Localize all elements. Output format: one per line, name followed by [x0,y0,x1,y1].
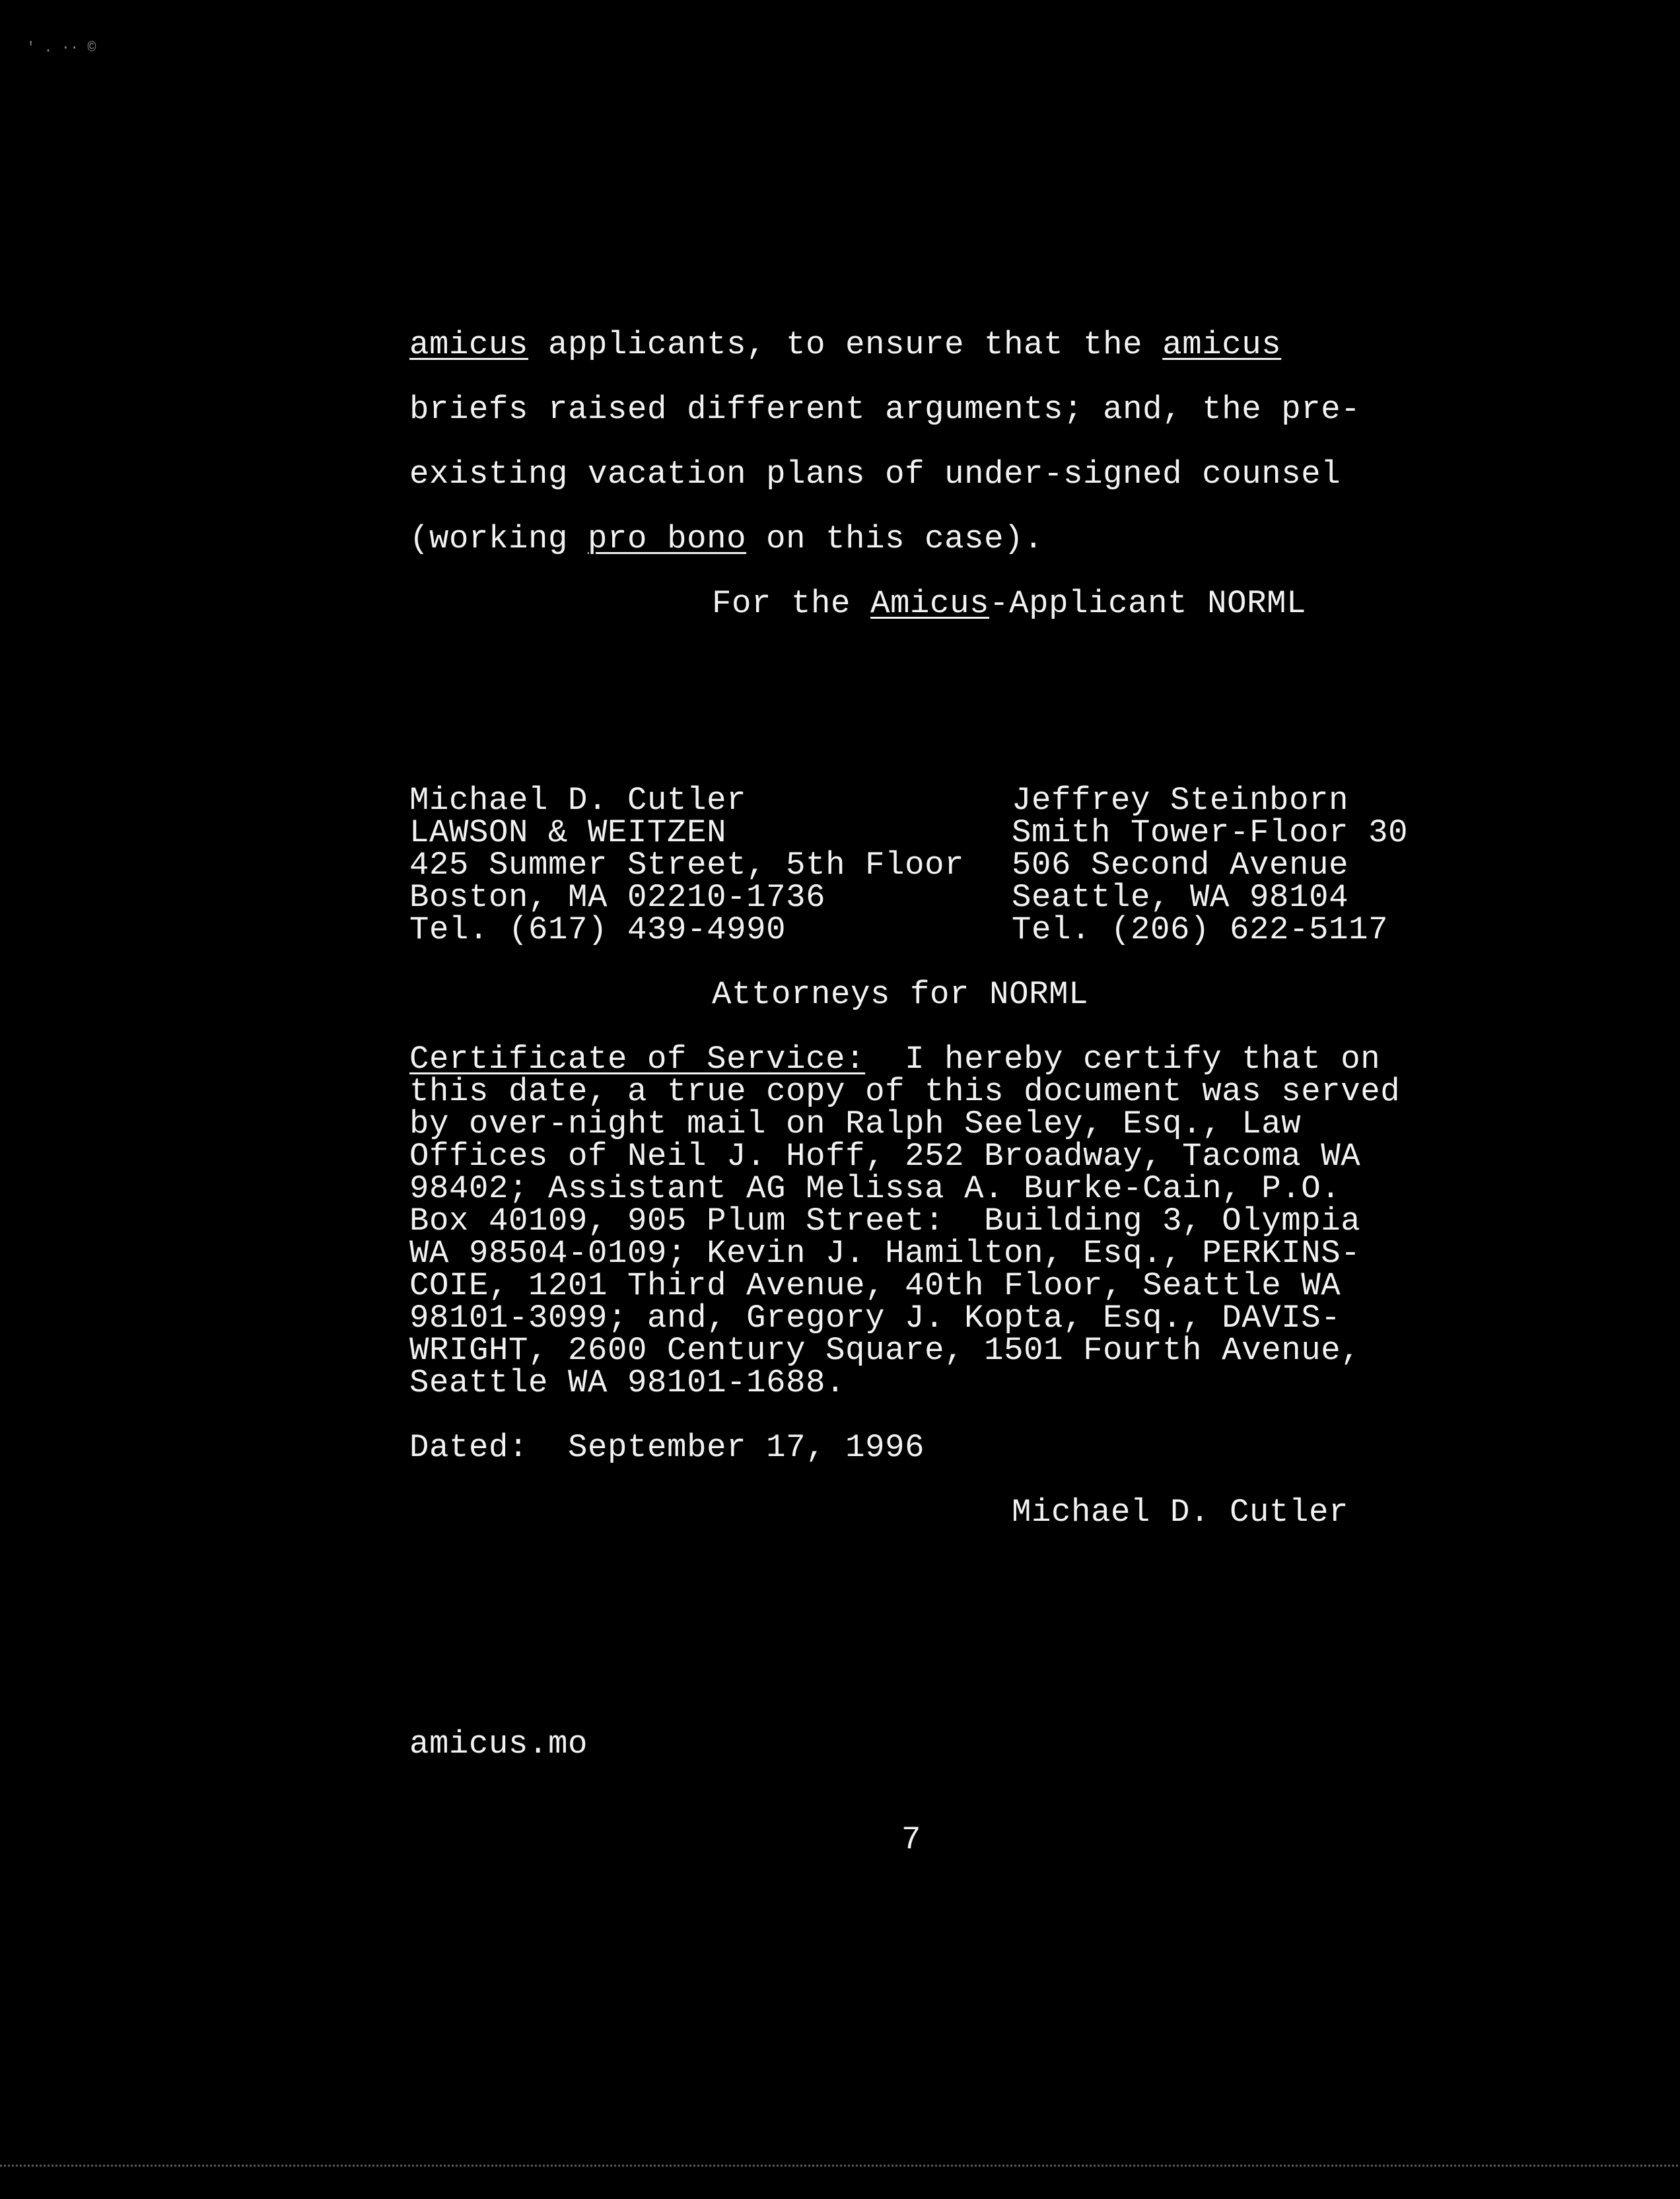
for-amicus-line: For the Amicus-Applicant NORML [712,585,1307,622]
attorney-tel: Tel. (617) 439-4990 [409,911,787,948]
paragraph-line-3: existing vacation plans of under-signed counsel [409,456,1341,493]
certificate-line-2: this date, a true copy of this document was served [409,1073,1401,1110]
signature-name: Michael D. Cutler [1012,1494,1349,1531]
emphasis-pro-bono: pro bono [588,520,747,557]
certificate-line-10: WRIGHT, 2600 Century Square, 1501 Fourth Avenue, [409,1332,1361,1369]
attorney-street: 425 Summer Street, 5th Floor [409,847,965,884]
attorney-city: Seattle, WA 98104 [1012,879,1349,916]
certificate-line-11: Seattle WA 98101-1688. [409,1364,846,1401]
certificate-heading: Certificate of Service: [409,1041,866,1078]
certificate-line-4: Offices of Neil J. Hoff, 252 Broadway, Tacoma WA [409,1138,1361,1175]
dated-line: Dated: September 17, 1996 [409,1429,925,1466]
certificate-line-8: COIE, 1201 Third Avenue, 40th Floor, Seattle WA [409,1267,1341,1304]
certificate-line-6: Box 40109, 905 Plum Street: Building 3, Olympia [409,1203,1361,1239]
emphasis-amicus: amicus [1162,326,1282,363]
emphasis-amicus: Amicus [870,585,990,622]
certificate-line-3: by over-night mail on Ralph Seeley, Esq., Law [409,1105,1302,1142]
attorney-name: Michael D. Cutler [409,782,747,819]
certificate-line-9: 98101-3099; and, Gregory J. Kopta, Esq., DAVIS- [409,1300,1341,1337]
page-number: 7 [901,1821,922,1858]
certificate-line-5: 98402; Assistant AG Melissa A. Burke-Cain, P.O. [409,1170,1341,1207]
certificate-line-7: WA 98504-0109; Kevin J. Hamilton, Esq., PERKINS- [409,1235,1361,1272]
paragraph-line-1: amicus applicants, to ensure that the amicus [409,326,1282,363]
attorney-building: Smith Tower-Floor 30 [1012,814,1409,851]
attorney-city: Boston, MA 02210-1736 [409,879,826,916]
attorney-street: 506 Second Avenue [1012,847,1349,884]
attorney-name: Jeffrey Steinborn [1012,782,1349,819]
emphasis-amicus: amicus [409,326,529,363]
attorney-firm: LAWSON & WEITZEN [409,814,727,851]
attorney-tel: Tel. (206) 622-5117 [1012,911,1389,948]
scan-specks: ' . ·· © [26,40,96,56]
certificate-line-1: Certificate of Service: I hereby certify that on [409,1041,1381,1078]
file-name: amicus.mo [409,1726,588,1763]
attorneys-for-line: Attorneys for NORML [712,976,1089,1013]
paragraph-line-4: (working pro bono on this case). [409,520,1044,557]
paragraph-line-2: briefs raised different arguments; and, the pre- [409,391,1361,428]
scan-edge-line [0,2165,1680,2167]
